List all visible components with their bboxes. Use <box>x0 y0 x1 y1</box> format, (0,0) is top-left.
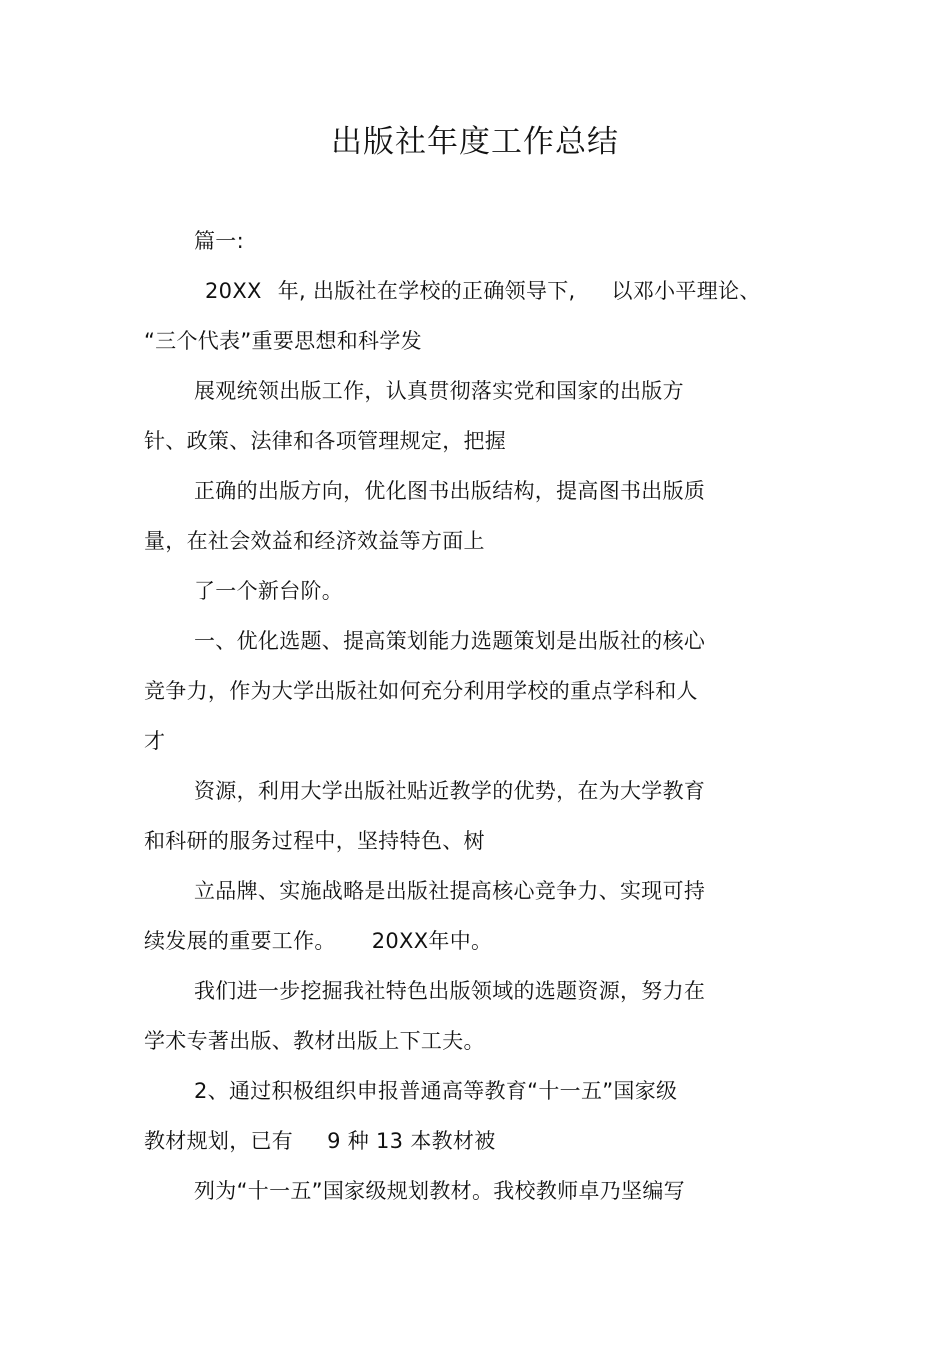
paragraph-line: 才 <box>144 729 166 753</box>
text-segment: 续发展的重要工作。 <box>144 929 336 953</box>
paragraph-line: 资源，利用大学出版社贴近教学的优势，在为大学教育 <box>194 779 706 803</box>
paragraph-line: 我们进一步挖掘我社特色出版领域的选题资源，努力在 <box>194 979 706 1003</box>
paragraph-line: 针、政策、法律和各项管理规定，把握 <box>144 429 507 453</box>
paragraph-line: 了一个新台阶。 <box>194 579 344 603</box>
text-segment: 教材规划，已有 <box>144 1129 294 1153</box>
paragraph-line: 2、通过积极组织申报普通高等教育“十一五”国家级 <box>194 1079 678 1103</box>
text-segment: 20XX年中。 <box>371 929 493 953</box>
paragraph-line: 列为“十一五”国家级规划教材。我校教师卓乃坚编写 <box>194 1179 685 1203</box>
paragraph-line: 展观统领出版工作，认真贯彻落实党和国家的出版方 <box>194 379 684 403</box>
text-segment: 20XX <box>205 279 262 303</box>
paragraph-line <box>205 276 761 306</box>
text-segment: 9 种 13 本教材被 <box>327 1129 496 1153</box>
text-segment: 以邓小平理论、 <box>611 279 761 303</box>
document-title: 出版社年度工作总结 <box>331 124 619 160</box>
paragraph-line: 正确的出版方向，优化图书出版结构，提高图书出版质 <box>194 479 706 503</box>
paragraph-line: “三个代表”重要思想和科学发 <box>144 329 422 353</box>
paragraph-line: 竞争力，作为大学出版社如何充分利用学校的重点学科和人 <box>144 679 698 703</box>
paragraph-line: 一、优化选题、提高策划能力选题策划是出版社的核心 <box>194 629 706 653</box>
paragraph-line <box>144 926 492 956</box>
paragraph-line: 和科研的服务过程中，坚持特色、树 <box>144 829 485 853</box>
text-segment: 年, 出版社在学校的正确领导下, <box>277 279 576 303</box>
paragraph-line: 学术专著出版、教材出版上下工夫。 <box>144 1029 485 1053</box>
paragraph-line <box>144 1126 496 1156</box>
section-heading: 篇一: <box>194 229 244 253</box>
paragraph-line: 量，在社会效益和经济效益等方面上 <box>144 529 485 553</box>
paragraph-line: 立品牌、实施战略是出版社提高核心竞争力、实现可持 <box>194 879 706 903</box>
